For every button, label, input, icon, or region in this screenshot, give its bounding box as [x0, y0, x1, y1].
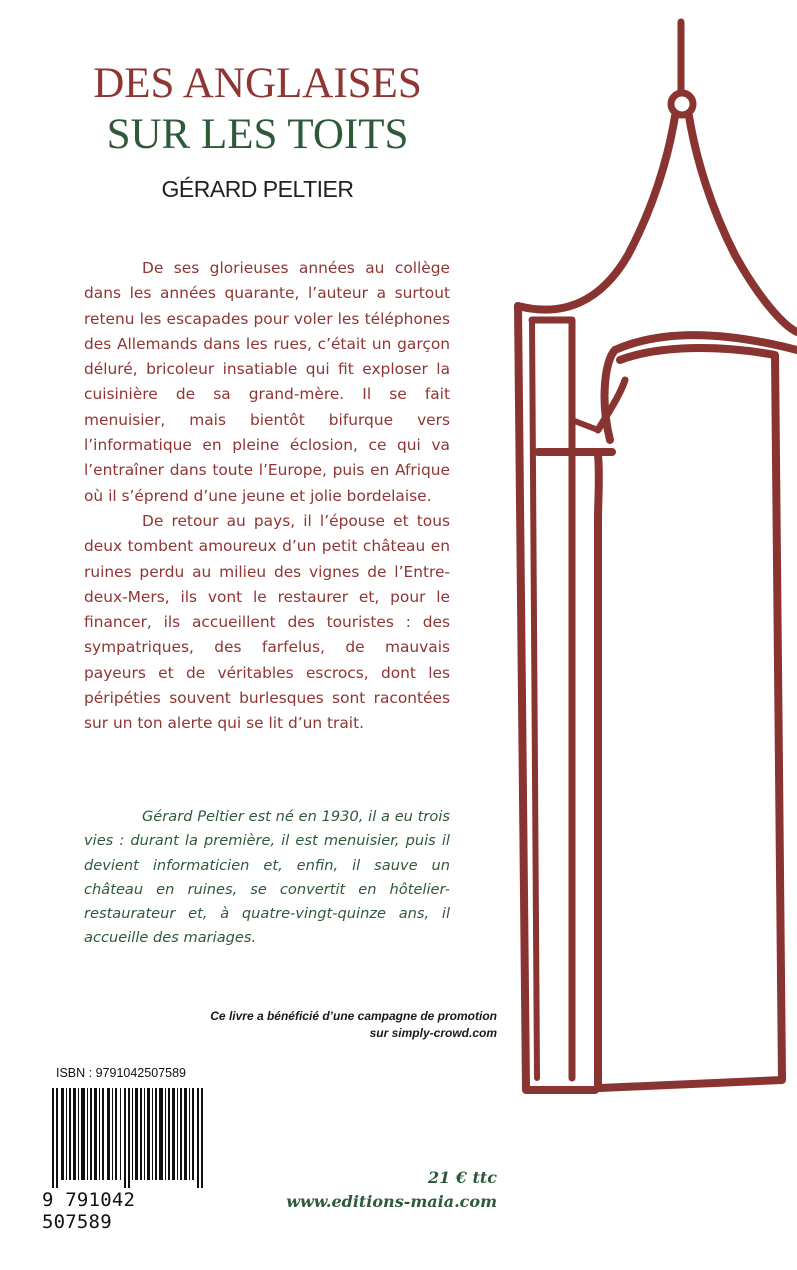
publisher-website: www.editions-maia.com: [286, 1192, 497, 1211]
blurb: [84, 256, 450, 737]
tower-illustration-icon: [505, 0, 797, 1100]
author-bio: Gérard Peltier est né en 1930, il a eu trois vies : durant la première, il est menuisier, puis il devient informaticien et, enfin, il sauve un château en ruines, se convertit en hôtelier-restaurateur et, à quatre-vingt-quinze ans, il accueille des mariages.: [84, 808, 450, 947]
author-name: GÉRARD PELTIER: [161, 176, 354, 202]
title-line-1: DES ANGLAISES: [93, 60, 422, 107]
promo-line-2: sur simply-crowd.com: [369, 1026, 497, 1040]
barcode-number: 9 791042 507589: [42, 1189, 136, 1233]
blurb-paragraph-2: De retour au pays, il l’épouse et tous deux tombent amoureux d’un petit château en ruines perdu au milieu des vignes de l’Entre-deux-Mers, ils vont le restaurer et, pour le financer, ils accueillent des touristes : des sympatriques, des farfelus, de mauvais payeurs et de véritables escrocs, dont les péripéties souvent burlesques sont racontées sur un ton alerte qui se lit d’un trait.: [84, 511, 450, 733]
price: 21 € ttc: [427, 1168, 497, 1187]
promo-note: [150, 1008, 497, 1042]
title-line-2: SUR LES TOITS: [106, 111, 409, 158]
promo-line-1: Ce livre a bénéficié d’une campagne de promotion: [210, 1009, 497, 1023]
isbn-label: ISBN : 9791042507589: [56, 1066, 186, 1080]
barcode-icon: [52, 1088, 208, 1188]
blurb-paragraph-1: De ses glorieuses années au collège dans les années quarante, l’auteur a surtout retenu les escapades pour voler les téléphones des Allemands dans les rues, c’était un garçon déluré, bricoleur insatiable qui fit exploser la cuisinière de sa grand-mère. Il se fait menuisier, mais bientôt bifurque vers l’informatique en pleine éclosion, ce qui va l’entraîner dans toute l’Europe, puis en Afrique où il s’éprend d’une jeune et jolie bordelaise.: [84, 259, 450, 505]
